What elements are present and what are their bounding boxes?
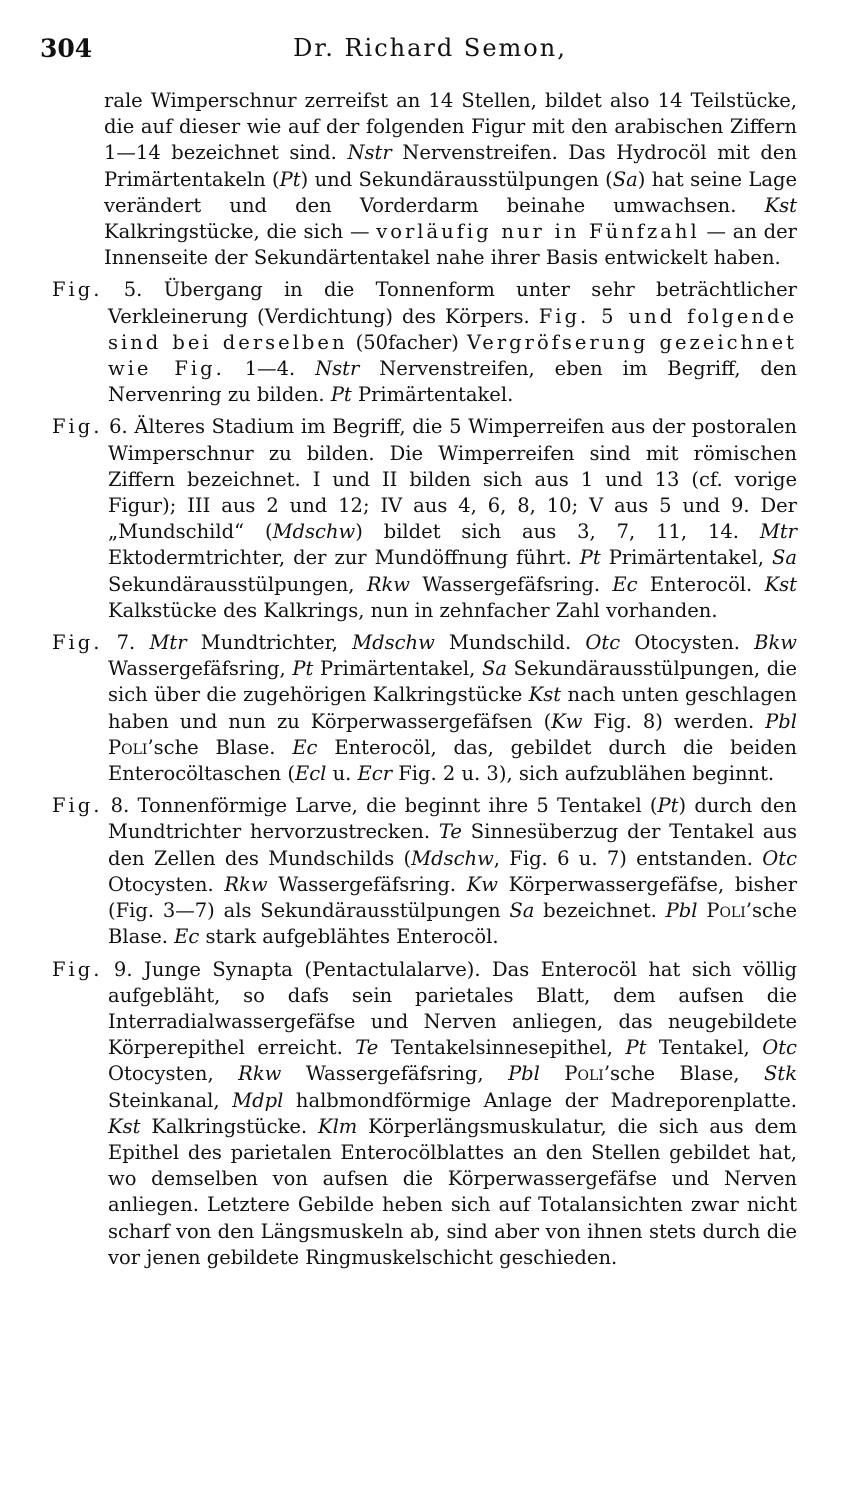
abbreviation: Kst (108, 1114, 141, 1138)
text-run: Körperlängsmuskulatur, die sich aus dem Epithel des parietalen Enterocölblattes an den Stellen gebildet hat, wo demselben von aufsen die Körperwassergefäfse und Nerven anliegen. Letztere Gebilde heben sich auf Totalansichten zwar nicht scharf von den Längsmuskeln ab, sind aber von ihnen stets durch die vor jenen gebildete Ringmuskelschicht geschieden. (108, 1114, 798, 1269)
page-number: 304 (40, 34, 93, 63)
text-run: ) hat seine Lage verändert und den Vorderdarm beinahe umwachsen. (104, 167, 797, 217)
text-run: ) durch den Mundtrichter hervorzustrecken. (108, 794, 797, 844)
page-header (40, 34, 820, 68)
abbreviation: Pt (657, 794, 679, 818)
spaced-emphasis: Fig. (52, 957, 103, 981)
text-run: Primärtentakel, (313, 657, 482, 681)
text-run: Mundschild. (434, 631, 586, 655)
abbreviation: Mdschw (411, 846, 494, 870)
text-run: stark aufgeblähtes Enterocöl. (199, 925, 499, 949)
text-run: — an der Innenseite der Sekundärtentakel nahe ihrer Basis entwickelt haben. (104, 220, 798, 270)
text-run: bezeichnet. (534, 899, 666, 923)
abbreviation: Kst (764, 572, 797, 596)
text-run: , Fig. 6 u. 7) entstanden. (493, 846, 763, 870)
text-run: Wassergefäfsring. (410, 572, 613, 596)
abbreviation: Kw (551, 709, 583, 733)
text-run: Sekundärausstülpungen, (108, 572, 367, 596)
abbreviation: Nstr (315, 357, 360, 381)
abbreviation: Sa (481, 657, 507, 681)
abbreviation: Sa (509, 899, 535, 923)
abbreviation: Nstr (347, 141, 392, 165)
text-run (540, 1062, 565, 1085)
abbreviation: Pt (279, 167, 301, 191)
abbreviation: Kst (528, 683, 562, 707)
text-run: Körperwassergefäfse, bisher (Fig. 3—7) als Sekundärausstülpungen (108, 872, 798, 923)
abbreviation: Te (438, 820, 462, 844)
text-run: Otocysten. (108, 872, 225, 896)
abbreviation: Pt (579, 546, 601, 570)
spaced-emphasis: Fig. (52, 278, 103, 302)
text-run: 7. (102, 631, 150, 655)
spaced-emphasis: Fig. (52, 415, 103, 439)
spaced-emphasis: vorläufig nur in Fünfzahl (376, 220, 700, 244)
spaced-emphasis: Fig. 5 und folgende sind bei derselben (108, 304, 797, 354)
text-run: (50facher) (347, 330, 467, 354)
abbreviation: Ec (174, 925, 200, 949)
fig-7-caption (52, 630, 797, 787)
abbreviation: Ecl (294, 762, 327, 786)
text-run: Otocysten, (108, 1062, 239, 1086)
abbreviation: Pt (330, 383, 352, 407)
text-run: Steinkanal, (108, 1088, 233, 1112)
continuation-paragraph (52, 88, 797, 271)
fig-8-caption (52, 793, 797, 950)
body-text (52, 88, 797, 1277)
text-run: Kalkringstücke. (140, 1114, 318, 1138)
fig-9-caption (52, 957, 797, 1271)
abbreviation: Kw (466, 872, 498, 896)
abbreviation: Otc (585, 631, 621, 655)
abbreviation: Rkw (238, 1062, 282, 1086)
abbreviation: Ec (292, 735, 318, 759)
text-run: 1—4. (224, 357, 316, 381)
text-run: Fig. 8) werden. (582, 709, 766, 733)
abbreviation: Mtr (149, 631, 187, 655)
author-name: Poli (564, 1062, 604, 1086)
text-run: Primärtentakel. (351, 383, 514, 407)
text-run: Wassergefäfsring, (281, 1062, 509, 1086)
text-run: 6. Älteres Stadium im Begriff, die 5 Wimperreifen aus der postoralen Wimperschnur zu bilden. Die Wimperreifen sind mit römischen Ziffern bezeichnet. I und II bilden sich aus 1 und 13 (cf. vorige Figur); III aus 2 und 12; IV aus 4, 6, 8, 10; V aus 5 und 9. Der „Mundschild“ ( (102, 415, 797, 544)
abbreviation: Kst (764, 193, 797, 217)
text-run: Ektodermtrichter, der zur Mundöffnung führt. (108, 546, 580, 570)
text-run: u. (326, 762, 358, 786)
author-name: Poli (706, 899, 746, 923)
text-run: Kalkringstücke, die sich — (104, 220, 377, 244)
abbreviation: Sa (772, 546, 798, 570)
abbreviation: Stk (764, 1062, 798, 1086)
abbreviation: Pbl (765, 709, 797, 733)
fig-6-caption (52, 414, 797, 624)
abbreviation: Pt (292, 657, 314, 681)
abbreviation: Rkw (224, 872, 268, 896)
text-run: 9. Junge Synapta (Pentactulalarve). Das Enterocöl hat sich völlig aufgebläht, so dafs sein parietales Blatt, dem aufsen die Interradialwassergefäfse und Nerven anliegen, das neugebildete Körperepithel erreicht. (102, 957, 797, 1060)
abbreviation: Rkw (366, 572, 411, 596)
spaced-emphasis: Fig. (52, 631, 103, 655)
abbreviation: Otc (762, 846, 797, 870)
text-run: nach unten geschlagen haben und nun zu Körperwassergefäfsen ( (108, 683, 797, 733)
fig-5-caption (52, 277, 797, 408)
abbreviation: Mdschw (272, 520, 356, 544)
abbreviation: Pt (625, 1036, 647, 1060)
text-run: Sinnesüberzug der Tentakel aus den Zellen des Mundschilds ( (108, 820, 797, 870)
text-run: 5. Übergang in die Tonnenform unter sehr beträchtlicher Verkleinerung (Verdichtung) des Körpers. (102, 278, 797, 328)
abbreviation: Mdschw (352, 631, 435, 655)
abbreviation: Pbl (665, 899, 698, 923)
text-run: Otocysten. (620, 631, 755, 655)
abbreviation: Ec (612, 572, 638, 596)
abbreviation: Klm (318, 1114, 358, 1138)
text-run: ) bildet sich aus 3, 7, 11, 14. (355, 520, 760, 544)
text-run (698, 899, 707, 922)
text-run: Primärtentakel, (600, 546, 773, 570)
spaced-emphasis: Vergröfserung gezeichnet wie Fig. (108, 330, 797, 381)
abbreviation: Sa (612, 167, 638, 191)
abbreviation: Mtr (759, 520, 797, 544)
abbreviation: Otc (762, 1036, 797, 1060)
text-run: Tentakelsinnesepithel, (378, 1036, 626, 1060)
text-run: Mundtrichter, (186, 631, 353, 655)
text-run: ’sche Blase, (603, 1062, 764, 1086)
text-run: Fig. 2 u. 3), sich aufzublähen beginnt. (392, 762, 775, 786)
text-run: ’sche Blase. (147, 735, 293, 759)
text-run: Wassergefäfsring, (108, 657, 293, 681)
text-run: Wassergefäfsring. (267, 872, 467, 896)
author-name: Poli (108, 735, 148, 759)
abbreviation: Ecr (357, 762, 393, 786)
text-run: rale Wimperschnur zerreifst an 14 Stellen, bildet also 14 Teilstücke, die auf dieser wie auf der folgenden Figur mit den arabischen Ziffern 1—14 bezeichnet sind. (104, 89, 797, 165)
text-run: ’sche Blase. (108, 899, 797, 949)
text-run: Tentakel, (646, 1036, 763, 1060)
abbreviation: Pbl (508, 1062, 540, 1086)
abbreviation: Bkw (754, 631, 797, 655)
abbreviation: Te (355, 1036, 379, 1060)
text-run: Enterocöl. (637, 572, 765, 596)
text-run: ) und Sekundärausstülpungen ( (300, 167, 613, 191)
text-run: Sekundärausstülpungen, die sich über die zugehörigen Kalkringstücke (108, 657, 797, 707)
text-run: 8. Tonnenförmige Larve, die beginnt ihre 5 Tentakel ( (102, 794, 658, 818)
text-run: halbmondförmige Anlage der Madreporenplatte. (283, 1088, 797, 1112)
running-head: Dr. Richard Semon, (293, 34, 567, 62)
spaced-emphasis: Fig. (52, 794, 103, 818)
text-run: Enterocöl, das, gebildet durch die beiden Enterocöltaschen ( (108, 735, 797, 786)
text-run: Nervenstreifen, eben im Begriff, den Nervenring zu bilden. (108, 357, 797, 407)
text-run: Nervenstreifen. Das Hydrocöl mit den Primärtentakeln ( (104, 141, 797, 191)
abbreviation: Mdpl (232, 1088, 284, 1112)
text-run: Kalkstücke des Kalkrings, nun in zehnfacher Zahl vorhanden. (108, 598, 718, 622)
